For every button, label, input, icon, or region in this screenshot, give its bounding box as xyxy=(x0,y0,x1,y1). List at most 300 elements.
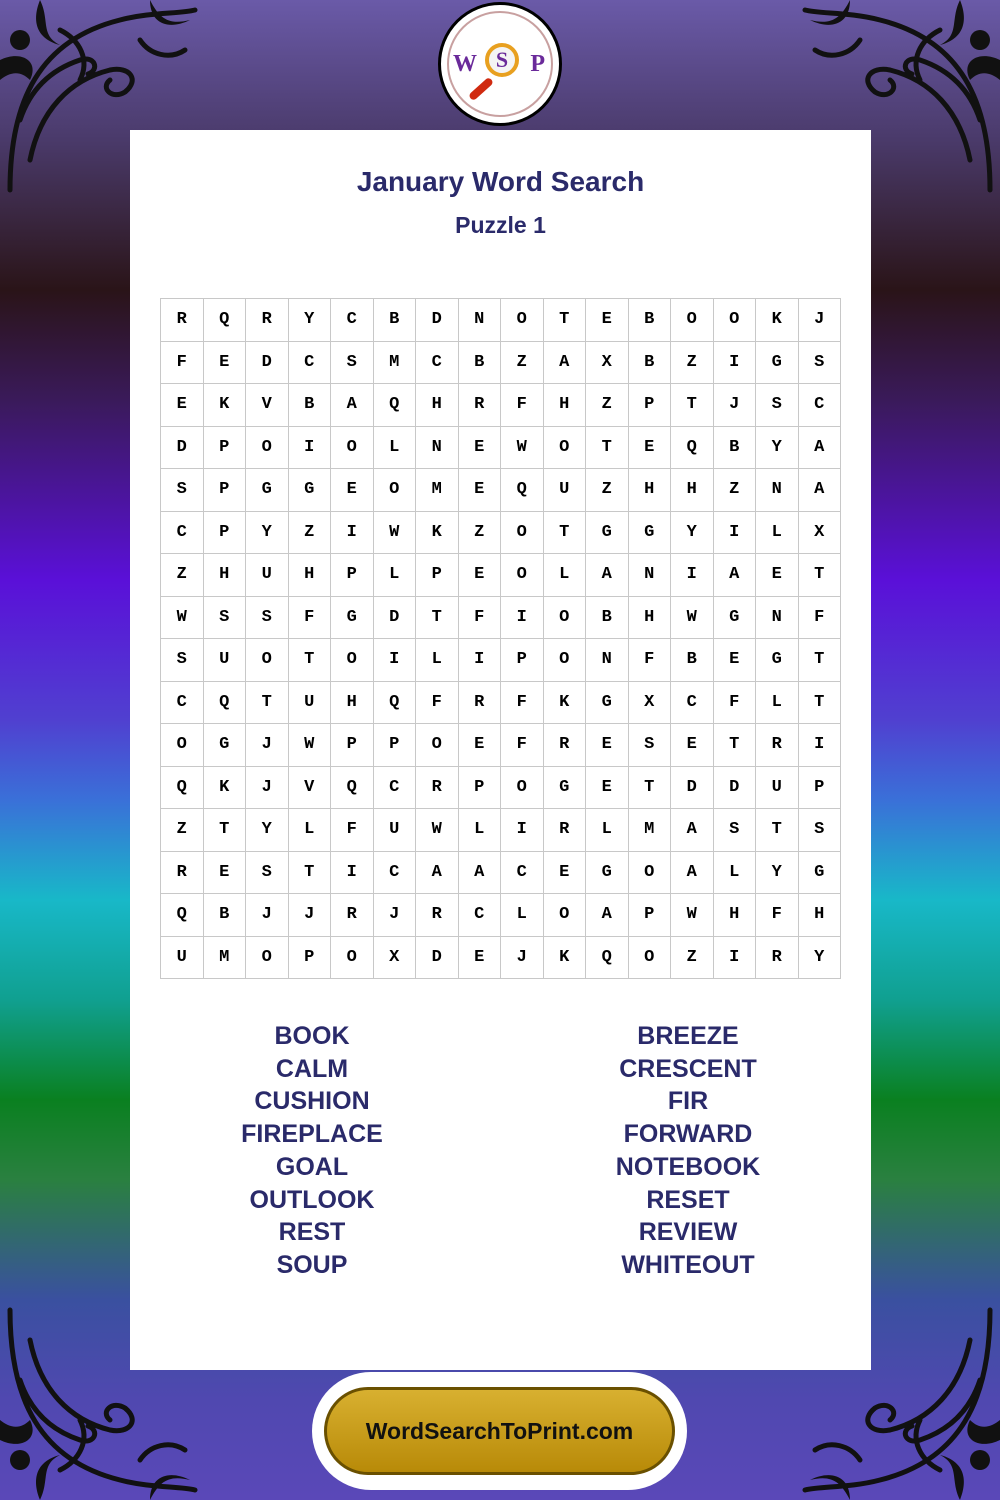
word-item: BREEZE xyxy=(637,1022,739,1050)
grid-cell[interactable]: F xyxy=(501,681,544,724)
grid-cell[interactable]: B xyxy=(586,596,629,639)
grid-cell[interactable]: K xyxy=(543,936,586,979)
grid-cell[interactable]: I xyxy=(458,639,501,682)
word-item: WHITEOUT xyxy=(621,1250,755,1279)
grid-cell[interactable]: F xyxy=(501,724,544,767)
grid-cell[interactable]: Q xyxy=(671,426,714,469)
grid-cell[interactable]: A xyxy=(586,894,629,937)
grid-row xyxy=(161,809,841,852)
grid-cell[interactable]: G xyxy=(586,511,629,554)
grid-cell[interactable]: C xyxy=(798,384,841,427)
grid-cell[interactable]: Q xyxy=(586,936,629,979)
grid-cell[interactable]: A xyxy=(331,384,374,427)
grid-cell[interactable]: W xyxy=(161,596,204,639)
grid-cell[interactable]: D xyxy=(671,766,714,809)
grid-cell[interactable]: O xyxy=(501,554,544,597)
grid-cell[interactable]: C xyxy=(373,851,416,894)
grid-cell[interactable]: O xyxy=(331,936,374,979)
grid-cell[interactable]: Y xyxy=(288,299,331,342)
word-item: RESET xyxy=(646,1185,730,1214)
grid-cell[interactable]: T xyxy=(288,639,331,682)
grid-cell[interactable]: P xyxy=(416,554,459,597)
page-title: January Word Search xyxy=(356,166,645,197)
grid-cell[interactable]: S xyxy=(628,724,671,767)
grid-cell[interactable]: B xyxy=(671,639,714,682)
grid-cell[interactable]: L xyxy=(288,809,331,852)
grid-cell[interactable]: L xyxy=(416,639,459,682)
grid-cell[interactable]: E xyxy=(586,766,629,809)
grid-cell[interactable]: C xyxy=(501,851,544,894)
grid-cell[interactable]: L xyxy=(501,894,544,937)
grid-cell[interactable]: L xyxy=(373,554,416,597)
grid-cell[interactable]: Z xyxy=(288,511,331,554)
grid-cell[interactable]: W xyxy=(373,511,416,554)
grid-cell[interactable]: S xyxy=(161,469,204,512)
grid-cell[interactable]: G xyxy=(628,511,671,554)
grid-cell[interactable]: V xyxy=(246,384,289,427)
grid-cell[interactable]: H xyxy=(288,554,331,597)
grid-cell[interactable]: B xyxy=(458,341,501,384)
logo-letter-w: W xyxy=(453,51,477,77)
grid-cell[interactable]: O xyxy=(628,851,671,894)
grid-cell[interactable]: Q xyxy=(161,766,204,809)
word-item: CUSHION xyxy=(254,1087,370,1116)
grid-cell[interactable]: F xyxy=(628,639,671,682)
grid-cell[interactable]: B xyxy=(203,894,246,937)
grid-cell[interactable]: U xyxy=(203,639,246,682)
site-link-button[interactable]: WordSearchToPrint.com xyxy=(324,1387,675,1475)
grid-cell[interactable]: P xyxy=(798,766,841,809)
grid-cell[interactable]: C xyxy=(288,341,331,384)
grid-cell[interactable]: G xyxy=(543,766,586,809)
grid-cell[interactable]: J xyxy=(798,299,841,342)
grid-cell[interactable]: D xyxy=(161,426,204,469)
grid-cell[interactable]: Q xyxy=(161,894,204,937)
grid-row xyxy=(161,936,841,979)
grid-cell[interactable]: E xyxy=(203,851,246,894)
grid-row xyxy=(161,341,841,384)
grid-cell[interactable]: R xyxy=(756,724,799,767)
grid-cell[interactable]: E xyxy=(458,724,501,767)
grid-cell[interactable]: F xyxy=(288,596,331,639)
grid-cell[interactable]: Z xyxy=(586,469,629,512)
grid-cell[interactable]: Q xyxy=(331,766,374,809)
grid-cell[interactable]: P xyxy=(331,554,374,597)
grid-cell[interactable]: R xyxy=(416,894,459,937)
word-item: GOAL xyxy=(275,1152,349,1181)
grid-cell[interactable]: Q xyxy=(501,469,544,512)
grid-row xyxy=(161,894,841,937)
grid-row xyxy=(161,681,841,724)
word-item: REVIEW xyxy=(638,1218,738,1247)
grid-cell[interactable]: I xyxy=(713,341,756,384)
grid-cell[interactable]: E xyxy=(161,384,204,427)
grid-cell[interactable]: T xyxy=(671,384,714,427)
grid-cell[interactable]: E xyxy=(713,639,756,682)
word-item: REST xyxy=(278,1218,346,1247)
grid-cell[interactable]: R xyxy=(756,936,799,979)
grid-cell[interactable]: X xyxy=(628,681,671,724)
word-item: BOOK xyxy=(274,1022,350,1050)
grid-cell[interactable]: Q xyxy=(373,384,416,427)
grid-cell[interactable]: L xyxy=(756,681,799,724)
grid-cell[interactable]: N xyxy=(756,469,799,512)
grid-cell[interactable]: H xyxy=(628,596,671,639)
grid-cell[interactable]: P xyxy=(458,766,501,809)
magnifier-icon xyxy=(485,43,519,77)
grid-cell[interactable]: B xyxy=(628,341,671,384)
grid-cell[interactable]: B xyxy=(628,299,671,342)
grid-cell[interactable]: O xyxy=(543,426,586,469)
grid-cell[interactable]: R xyxy=(161,851,204,894)
grid-cell[interactable]: F xyxy=(416,681,459,724)
grid-cell[interactable]: G xyxy=(713,596,756,639)
grid-cell[interactable]: C xyxy=(458,894,501,937)
grid-cell[interactable]: F xyxy=(713,681,756,724)
grid-cell[interactable]: T xyxy=(543,511,586,554)
grid-cell[interactable]: F xyxy=(798,596,841,639)
grid-cell[interactable]: O xyxy=(543,894,586,937)
grid-cell[interactable]: I xyxy=(501,809,544,852)
grid-cell[interactable]: F xyxy=(501,384,544,427)
grid-cell[interactable]: H xyxy=(671,469,714,512)
grid-cell[interactable]: F xyxy=(331,809,374,852)
grid-cell[interactable]: I xyxy=(713,936,756,979)
grid-cell[interactable]: P xyxy=(203,469,246,512)
grid-cell[interactable]: U xyxy=(756,766,799,809)
grid-cell[interactable]: Y xyxy=(246,511,289,554)
grid-cell[interactable]: S xyxy=(246,596,289,639)
word-item: CRESCENT xyxy=(619,1054,757,1083)
word-item: OUTLOOK xyxy=(249,1185,375,1214)
grid-cell[interactable]: P xyxy=(203,426,246,469)
grid-cell[interactable]: I xyxy=(373,639,416,682)
grid-cell[interactable]: G xyxy=(798,851,841,894)
grid-cell[interactable]: T xyxy=(798,639,841,682)
grid-cell[interactable]: L xyxy=(373,426,416,469)
grid-cell[interactable]: Z xyxy=(713,469,756,512)
grid-cell[interactable]: O xyxy=(246,936,289,979)
grid-cell[interactable]: N xyxy=(628,554,671,597)
grid-cell[interactable]: A xyxy=(798,469,841,512)
grid-cell[interactable]: R xyxy=(246,299,289,342)
grid-cell[interactable]: I xyxy=(501,596,544,639)
grid-cell[interactable]: O xyxy=(543,639,586,682)
grid-cell[interactable]: M xyxy=(203,936,246,979)
grid-cell[interactable]: A xyxy=(416,851,459,894)
grid-cell[interactable]: M xyxy=(373,341,416,384)
grid-cell[interactable]: R xyxy=(161,299,204,342)
grid-cell[interactable]: T xyxy=(203,809,246,852)
grid-cell[interactable]: P xyxy=(331,724,374,767)
grid-cell[interactable]: S xyxy=(203,596,246,639)
grid-cell[interactable]: I xyxy=(288,426,331,469)
grid-cell[interactable]: D xyxy=(416,299,459,342)
grid-cell[interactable]: S xyxy=(798,809,841,852)
grid-cell[interactable]: W xyxy=(501,426,544,469)
grid-cell[interactable]: E xyxy=(458,426,501,469)
grid-cell[interactable]: P xyxy=(501,639,544,682)
grid-cell[interactable]: R xyxy=(458,681,501,724)
grid-cell[interactable]: R xyxy=(416,766,459,809)
grid-cell[interactable]: T xyxy=(543,299,586,342)
grid-cell[interactable]: T xyxy=(288,851,331,894)
grid-cell[interactable]: M xyxy=(628,809,671,852)
grid-cell[interactable]: A xyxy=(713,554,756,597)
grid-cell[interactable]: K xyxy=(203,766,246,809)
grid-cell[interactable]: O xyxy=(671,299,714,342)
grid-cell[interactable]: J xyxy=(246,724,289,767)
grid-cell[interactable]: O xyxy=(373,469,416,512)
grid-cell[interactable]: P xyxy=(373,724,416,767)
grid-cell[interactable]: E xyxy=(628,426,671,469)
grid-cell[interactable]: G xyxy=(756,341,799,384)
grid-cell[interactable]: Y xyxy=(671,511,714,554)
grid-cell[interactable]: V xyxy=(288,766,331,809)
grid-cell[interactable]: G xyxy=(246,469,289,512)
grid-cell[interactable]: O xyxy=(161,724,204,767)
grid-row xyxy=(161,639,841,682)
grid-cell[interactable]: E xyxy=(203,341,246,384)
grid-cell[interactable]: Z xyxy=(671,341,714,384)
grid-cell[interactable]: L xyxy=(543,554,586,597)
grid-cell[interactable]: E xyxy=(458,936,501,979)
grid-cell[interactable]: I xyxy=(713,511,756,554)
grid-cell[interactable]: H xyxy=(416,384,459,427)
grid-cell[interactable]: D xyxy=(246,341,289,384)
grid-cell[interactable]: W xyxy=(416,809,459,852)
grid-cell[interactable]: I xyxy=(798,724,841,767)
grid-cell[interactable]: J xyxy=(288,894,331,937)
grid-cell[interactable]: Z xyxy=(586,384,629,427)
puzzle-subtitle: Puzzle 1 xyxy=(455,212,546,238)
grid-cell[interactable]: H xyxy=(331,681,374,724)
grid-row xyxy=(161,299,841,342)
grid-cell[interactable]: R xyxy=(543,724,586,767)
grid-cell[interactable]: F xyxy=(161,341,204,384)
grid-cell[interactable]: U xyxy=(288,681,331,724)
grid-cell[interactable]: R xyxy=(331,894,374,937)
grid-cell[interactable]: B xyxy=(713,426,756,469)
grid-cell[interactable]: J xyxy=(713,384,756,427)
grid-cell[interactable]: I xyxy=(331,511,374,554)
grid-cell[interactable]: G xyxy=(203,724,246,767)
grid-cell[interactable]: O xyxy=(713,299,756,342)
grid-cell[interactable]: E xyxy=(586,299,629,342)
grid-cell[interactable]: T xyxy=(798,681,841,724)
grid-cell[interactable]: S xyxy=(161,639,204,682)
grid-row xyxy=(161,426,841,469)
grid-row xyxy=(161,851,841,894)
grid-cell[interactable]: R xyxy=(458,384,501,427)
grid-cell[interactable]: N xyxy=(458,299,501,342)
word-item: NOTEBOOK xyxy=(615,1152,761,1181)
grid-row xyxy=(161,511,841,554)
grid-cell[interactable]: Q xyxy=(203,299,246,342)
grid-cell[interactable]: C xyxy=(161,511,204,554)
wsp-logo[interactable] xyxy=(438,2,562,126)
grid-cell[interactable]: X xyxy=(798,511,841,554)
grid-cell[interactable]: S xyxy=(798,341,841,384)
grid-cell[interactable]: U xyxy=(161,936,204,979)
grid-cell[interactable]: A xyxy=(458,851,501,894)
grid-row xyxy=(161,766,841,809)
grid-cell[interactable]: A xyxy=(543,341,586,384)
grid-cell[interactable]: B xyxy=(288,384,331,427)
grid-cell[interactable]: K xyxy=(756,299,799,342)
grid-cell[interactable]: Y xyxy=(756,851,799,894)
grid-cell[interactable]: U xyxy=(543,469,586,512)
grid-cell[interactable]: E xyxy=(671,724,714,767)
grid-cell[interactable]: I xyxy=(671,554,714,597)
grid-cell[interactable]: C xyxy=(416,341,459,384)
grid-cell[interactable]: S xyxy=(756,384,799,427)
grid-cell[interactable]: U xyxy=(373,809,416,852)
grid-cell[interactable]: H xyxy=(798,894,841,937)
letter-grid xyxy=(160,298,841,979)
grid-cell[interactable]: O xyxy=(501,299,544,342)
grid-cell[interactable]: L xyxy=(586,809,629,852)
grid-cell[interactable]: J xyxy=(246,766,289,809)
grid-cell[interactable]: D xyxy=(416,936,459,979)
grid-cell[interactable]: Z xyxy=(161,554,204,597)
grid-cell[interactable]: C xyxy=(161,681,204,724)
logo-letter-s: S xyxy=(495,47,509,72)
grid-cell[interactable]: J xyxy=(246,894,289,937)
logo-letter-p: P xyxy=(530,51,545,77)
grid-cell[interactable]: T xyxy=(416,596,459,639)
grid-cell[interactable]: N xyxy=(756,596,799,639)
grid-cell[interactable]: E xyxy=(331,469,374,512)
grid-cell[interactable]: F xyxy=(756,894,799,937)
grid-cell[interactable]: Q xyxy=(203,681,246,724)
grid-cell[interactable]: Y xyxy=(756,426,799,469)
grid-cell[interactable]: A xyxy=(798,426,841,469)
grid-cell[interactable]: E xyxy=(756,554,799,597)
grid-cell[interactable]: J xyxy=(373,894,416,937)
grid-cell[interactable]: O xyxy=(331,639,374,682)
word-item: CALM xyxy=(275,1054,349,1083)
grid-cell[interactable]: P xyxy=(203,511,246,554)
grid-cell[interactable]: W xyxy=(288,724,331,767)
grid-cell[interactable]: F xyxy=(458,596,501,639)
grid-cell[interactable]: T xyxy=(798,554,841,597)
grid-cell[interactable]: I xyxy=(331,851,374,894)
grid-cell[interactable]: E xyxy=(586,724,629,767)
grid-cell[interactable]: T xyxy=(586,426,629,469)
grid-cell[interactable]: H xyxy=(543,384,586,427)
grid-cell[interactable]: O xyxy=(246,426,289,469)
grid-cell[interactable]: E xyxy=(543,851,586,894)
grid-row xyxy=(161,384,841,427)
grid-row xyxy=(161,469,841,512)
grid-cell[interactable]: A xyxy=(671,809,714,852)
grid-cell[interactable]: T xyxy=(756,809,799,852)
grid-cell[interactable]: X xyxy=(373,936,416,979)
grid-cell[interactable]: N xyxy=(586,639,629,682)
grid-cell[interactable]: H xyxy=(713,894,756,937)
grid-cell[interactable]: E xyxy=(458,469,501,512)
grid-cell[interactable]: O xyxy=(501,511,544,554)
grid-cell[interactable]: P xyxy=(288,936,331,979)
grid-cell[interactable]: E xyxy=(458,554,501,597)
grid-cell[interactable]: K xyxy=(203,384,246,427)
puzzle-sheet xyxy=(130,130,871,1370)
grid-cell[interactable]: O xyxy=(501,766,544,809)
grid-cell[interactable]: G xyxy=(586,681,629,724)
grid-cell[interactable]: P xyxy=(628,384,671,427)
word-item: FORWARD xyxy=(623,1120,753,1149)
grid-cell[interactable]: L xyxy=(458,809,501,852)
grid-cell[interactable]: K xyxy=(416,511,459,554)
grid-cell[interactable]: D xyxy=(713,766,756,809)
word-item: FIREPLACE xyxy=(241,1120,383,1149)
grid-cell[interactable]: C xyxy=(373,766,416,809)
grid-cell[interactable]: T xyxy=(713,724,756,767)
grid-cell[interactable]: W xyxy=(671,894,714,937)
grid-cell[interactable]: Q xyxy=(373,681,416,724)
grid-cell[interactable]: H xyxy=(203,554,246,597)
grid-cell[interactable]: G xyxy=(756,639,799,682)
grid-cell[interactable]: T xyxy=(628,766,671,809)
grid-cell[interactable]: S xyxy=(713,809,756,852)
grid-cell[interactable]: O xyxy=(543,596,586,639)
grid-cell[interactable]: L xyxy=(756,511,799,554)
grid-cell[interactable]: Y xyxy=(246,809,289,852)
grid-cell[interactable]: R xyxy=(543,809,586,852)
grid-cell[interactable]: Y xyxy=(798,936,841,979)
grid-cell[interactable]: H xyxy=(628,469,671,512)
grid-cell[interactable]: M xyxy=(416,469,459,512)
grid-cell[interactable]: X xyxy=(586,341,629,384)
word-item: FIR xyxy=(667,1087,709,1116)
grid-cell[interactable]: T xyxy=(246,681,289,724)
grid-cell[interactable]: B xyxy=(373,299,416,342)
grid-cell[interactable]: G xyxy=(586,851,629,894)
site-link-frame xyxy=(312,1372,687,1490)
grid-cell[interactable]: U xyxy=(246,554,289,597)
word-list-right xyxy=(538,1020,838,1282)
grid-cell[interactable]: O xyxy=(331,426,374,469)
grid-cell[interactable]: W xyxy=(671,596,714,639)
grid-cell[interactable]: J xyxy=(501,936,544,979)
grid-cell[interactable]: Z xyxy=(671,936,714,979)
grid-cell[interactable]: A xyxy=(586,554,629,597)
grid-cell[interactable]: Z xyxy=(458,511,501,554)
grid-cell[interactable]: G xyxy=(288,469,331,512)
grid-cell[interactable]: D xyxy=(373,596,416,639)
grid-cell[interactable]: L xyxy=(713,851,756,894)
grid-row xyxy=(161,724,841,767)
grid-cell[interactable]: G xyxy=(331,596,374,639)
grid-cell[interactable]: O xyxy=(246,639,289,682)
grid-cell[interactable]: K xyxy=(543,681,586,724)
grid-cell[interactable]: C xyxy=(671,681,714,724)
grid-row xyxy=(161,596,841,639)
grid-cell[interactable]: C xyxy=(331,299,374,342)
grid-cell[interactable]: N xyxy=(416,426,459,469)
grid-cell[interactable]: Z xyxy=(501,341,544,384)
grid-cell[interactable]: Z xyxy=(161,809,204,852)
grid-cell[interactable]: O xyxy=(628,936,671,979)
grid-cell[interactable]: S xyxy=(331,341,374,384)
grid-cell[interactable]: P xyxy=(628,894,671,937)
grid-cell[interactable]: A xyxy=(671,851,714,894)
grid-row xyxy=(161,554,841,597)
grid-cell[interactable]: O xyxy=(416,724,459,767)
word-item: SOUP xyxy=(276,1250,348,1279)
grid-cell[interactable]: S xyxy=(246,851,289,894)
